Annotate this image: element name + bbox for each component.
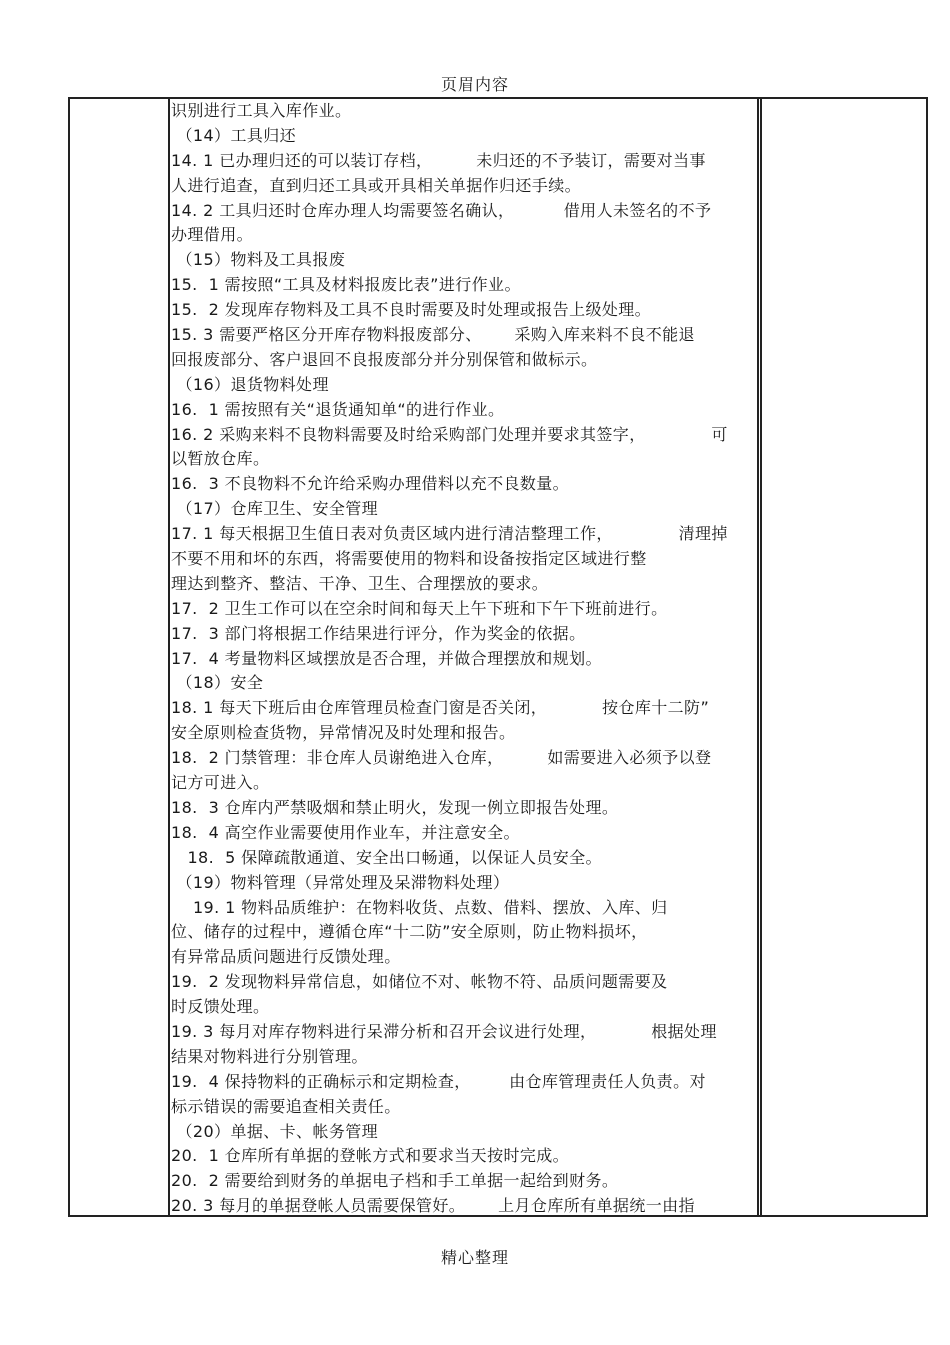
text-line: 19. 1 物料品质维护：在物料收货、点数、借料、摆放、入库、归 [171, 897, 668, 917]
text-line: 时反馈处理。 [171, 997, 270, 1017]
document-table [68, 97, 928, 1217]
text-line: 19. 4 保持物料的正确标示和定期检查， 由仓库管理责任人负责。对 [171, 1071, 706, 1091]
text-line: 15. 2 发现库存物料及工具不良时需要及时处理或报告上级处理。 [171, 300, 652, 320]
table-content-cell [171, 99, 757, 1215]
text-line: 16. 1 需按照有关“退货通知单“的进行作业。 [171, 399, 505, 419]
column-divider-left [168, 99, 170, 1215]
text-line: 有异常品质问题进行反馈处理。 [171, 947, 401, 967]
text-line: 19. 3 每月对库存物料进行呆滞分析和召开会议进行处理， 根据处理 [171, 1021, 717, 1041]
page-footer: 精心整理 [440, 1248, 509, 1267]
text-line: 20. 3 每月的单据登帐人员需要保管好。 上月仓库所有单据统一由指 [171, 1196, 695, 1215]
text-line: 记方可进入。 [171, 773, 270, 793]
text-line: 14. 1 已办理归还的可以装订存档， 未归还的不予装订，需要对当事 [171, 150, 706, 170]
text-line: （16）退货物料处理 [171, 374, 329, 394]
text-line: 17. 2 卫生工作可以在空余时间和每天上午下班和下午下班前进行。 [171, 598, 668, 618]
text-line: 17. 4 考量物料区域摆放是否合理，并做合理摆放和规划。 [171, 648, 602, 668]
text-line: 以暂放仓库。 [171, 449, 270, 469]
text-line: 不要不用和坏的东西，将需要使用的物料和设备按指定区域进行整 [171, 549, 647, 569]
text-line: 18. 2 门禁管理：非仓库人员谢绝进入仓库， 如需要进入必须予以登 [171, 748, 712, 768]
text-line: （18）安全 [171, 673, 264, 693]
text-line: （15）物料及工具报废 [171, 250, 346, 270]
text-line: 17. 3 部门将根据工作结果进行评分，作为奖金的依据。 [171, 623, 586, 643]
text-line: 15. 3 需要严格区分开库存物料报废部分、 采购入库来料不良不能退 [171, 325, 695, 345]
text-line: 回报废部分、客户退回不良报废部分并分别保管和做标示。 [171, 349, 598, 369]
text-line: 18. 5 保障疏散通道、安全出口畅通，以保证人员安全。 [171, 847, 602, 867]
text-line: 办理借用。 [171, 225, 254, 245]
text-line: 14. 2 工具归还时仓库办理人均需要签名确认， 借用人未签名的不予 [171, 200, 712, 220]
text-line: （19）物料管理（异常处理及呆滞物料处理） [171, 872, 510, 892]
text-line: 18. 3 仓库内严禁吸烟和禁止明火，发现一例立即报告处理。 [171, 797, 619, 817]
text-line: 标示错误的需要追查相关责任。 [171, 1096, 401, 1116]
column-divider-right [757, 99, 759, 1215]
text-line: 理达到整齐、整洁、干净、卫生、合理摆放的要求。 [171, 573, 549, 593]
text-line: （17）仓库卫生、安全管理 [171, 499, 379, 519]
text-line: 18. 4 高空作业需要使用作业车，并注意安全。 [171, 822, 520, 842]
column-divider-right-double [760, 99, 762, 1215]
text-line: 18. 1 每天下班后由仓库管理员检查门窗是否关闭， 按仓库十二防” [171, 698, 710, 718]
text-line: 15. 1 需按照“工具及材料报废比表”进行作业。 [171, 275, 521, 295]
text-line: 17. 1 每天根据卫生值日表对负责区域内进行清洁整理工作， 清理掉 [171, 524, 728, 544]
text-line: 16. 3 不良物料不允许给采购办理借料以充不良数量。 [171, 474, 570, 494]
text-line: 安全原则检查货物，异常情况及时处理和报告。 [171, 723, 516, 743]
text-line: 20. 1 仓库所有单据的登帐方式和要求当天按时完成。 [171, 1146, 570, 1166]
text-line: 20. 2 需要给到财务的单据电子档和手工单据一起给到财务。 [171, 1171, 619, 1191]
text-line: （14）工具归还 [171, 125, 297, 145]
page-header: 页眉内容 [440, 75, 509, 94]
text-line: 位、储存的过程中，遵循仓库“十二防”安全原则，防止物料损坏， [171, 922, 648, 942]
text-line: 19. 2 发现物料异常信息，如储位不对、帐物不符、品质问题需要及 [171, 972, 668, 992]
text-line: 人进行追查，直到归还工具或开具相关单据作归还手续。 [171, 175, 582, 195]
text-line: 16. 2 采购来料不良物料需要及时给采购部门处理并要求其签字， 可 [171, 424, 728, 444]
text-line: 识别进行工具入库作业。 [171, 101, 352, 120]
text-line: 结果对物料进行分别管理。 [171, 1046, 368, 1066]
text-line: （20）单据、卡、帐务管理 [171, 1121, 379, 1141]
